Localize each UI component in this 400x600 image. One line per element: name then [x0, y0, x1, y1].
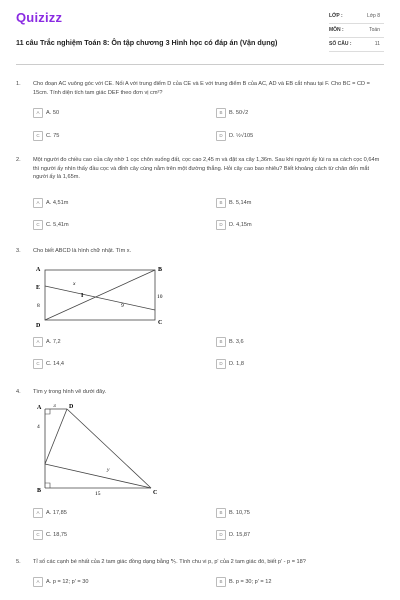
question-number: 3.: [16, 248, 21, 254]
label-a: A: [37, 405, 42, 411]
diagonal-db: [45, 270, 155, 320]
option-letter-box: D: [216, 530, 226, 540]
option-letter-box: A: [33, 198, 43, 208]
option-text: A. p = 12; p' = 30: [46, 579, 89, 585]
label-10: 10: [157, 294, 163, 300]
option-c[interactable]: [33, 131, 193, 141]
label-d: D: [69, 404, 74, 410]
option-text: C. 18,75: [46, 532, 68, 538]
option-letter-box: A: [33, 577, 43, 587]
option-b[interactable]: [216, 508, 376, 518]
quizizz-logo: Quizizz: [16, 10, 63, 25]
segment-y: [45, 464, 151, 488]
meta-row-class: [329, 10, 384, 24]
label-x: x: [73, 281, 76, 287]
option-b[interactable]: [216, 198, 376, 208]
option-letter-box: C: [33, 131, 43, 141]
right-angle-a: [45, 409, 50, 414]
meta-table: [329, 10, 384, 52]
label-8: 8: [37, 303, 40, 309]
meta-key: MÔN :: [329, 27, 344, 33]
option-letter-box: C: [33, 359, 43, 369]
option-a[interactable]: [33, 508, 193, 518]
question-5: [16, 558, 384, 598]
option-text: C. 5,41m: [46, 222, 69, 228]
option-text: D. 4,15m: [229, 222, 252, 228]
option-letter-box: C: [33, 220, 43, 230]
label-b: B: [158, 267, 163, 273]
rectangle-figure: [33, 261, 173, 337]
label-e: E: [36, 285, 41, 291]
option-b[interactable]: [216, 108, 376, 118]
question-text: Tỉ số các cạnh bé nhất của 2 tam giác đồng dạng bằng ⅗. Tính chu vi p, p' của 2 tam giác đó, biết p' - p = 18?: [33, 559, 306, 565]
question-text: Cho biết ABCD là hình chữ nhật. Tìm x.: [33, 248, 132, 254]
question-4: [16, 388, 384, 548]
segment-diagonal: [45, 409, 67, 464]
option-text: A. 4,51m: [46, 200, 69, 206]
question-text: Tìm y trong hình vẽ dưới đây.: [33, 389, 107, 395]
option-a[interactable]: [33, 337, 193, 347]
option-letter-box: C: [33, 530, 43, 540]
option-d[interactable]: [216, 220, 376, 230]
option-letter-box: A: [33, 108, 43, 118]
option-text: B. 50√2: [229, 110, 249, 116]
label-d: D: [36, 323, 41, 329]
option-text: B. p = 30; p' = 12: [229, 579, 272, 585]
right-angle-b: [45, 483, 50, 488]
option-text: C. 14,4: [46, 361, 65, 367]
meta-value: Lớp 8: [366, 13, 380, 19]
label-b: B: [37, 488, 42, 494]
option-a[interactable]: [33, 198, 193, 208]
label-4: 4: [37, 424, 40, 430]
option-b[interactable]: [216, 337, 376, 347]
option-c[interactable]: [33, 220, 193, 230]
option-text: C. 75: [46, 133, 60, 139]
question-number: 1.: [16, 81, 21, 87]
meta-row-count: [329, 38, 384, 52]
option-d[interactable]: [216, 131, 376, 141]
page-title: 11 câu Trắc nghiệm Toán 8: Ôn tập chương 3 Hình học có đáp án (Vận dụng): [16, 38, 278, 47]
question-2: [16, 156, 384, 246]
option-text: A. 50: [46, 110, 60, 116]
option-c[interactable]: [33, 530, 193, 540]
option-letter-box: D: [216, 220, 226, 230]
label-y: y: [107, 467, 110, 473]
meta-key: SỐ CÂU :: [329, 41, 352, 47]
question-number: 2.: [16, 157, 21, 163]
label-c: C: [153, 490, 158, 496]
meta-value: Toán: [369, 27, 380, 33]
label-15: 15: [95, 491, 101, 496]
option-a[interactable]: [33, 577, 193, 587]
question-text: Một người đo chiều cao của cây nhờ 1 cọc chôn xuống đất, cọc cao 2,45 m và đặt xa cây 1,36m. Sau khi người ấy lùi ra xa cách cọc 0,64m thì người ấy nhìn thấy đầu cọc và đỉnh cây cùng nằm trên một đường thẳng. Hỏi cây cao bao nhiêu? Biết khoảng cách từ chân đến mắt người ấy là 1,65m.: [33, 157, 380, 180]
option-b[interactable]: [216, 577, 376, 587]
segment-dc: [67, 409, 151, 488]
label-i: I: [81, 293, 84, 299]
option-letter-box: B: [216, 337, 226, 347]
option-letter-box: B: [216, 577, 226, 587]
option-text: A. 17,85: [46, 510, 67, 516]
label-3: 3: [53, 404, 56, 409]
header-divider: [16, 64, 384, 65]
question-text: Cho đoạn AC vuông góc với CE. Nối A với trung điểm D của CE và E với trung điểm B của AC, AD và EB cắt nhau tại F. Cho BC = CD = 15cm. Tính diện tích tam giác DEF theo đơn vị cm²?: [33, 81, 370, 96]
option-text: B. 3,6: [229, 339, 244, 345]
option-letter-box: A: [33, 508, 43, 518]
option-letter-box: A: [33, 337, 43, 347]
option-c[interactable]: [33, 359, 193, 369]
meta-key: LỚP :: [329, 13, 343, 19]
label-a: A: [36, 267, 41, 273]
triangle-figure: [33, 404, 173, 496]
option-letter-box: B: [216, 508, 226, 518]
option-letter-box: D: [216, 359, 226, 369]
label-c: C: [158, 320, 163, 326]
option-letter-box: B: [216, 198, 226, 208]
option-d[interactable]: [216, 359, 376, 369]
option-text: B. 5,14m: [229, 200, 252, 206]
option-text: D. 15,87: [229, 532, 251, 538]
label-9: 9: [121, 303, 124, 309]
option-letter-box: B: [216, 108, 226, 118]
option-text: D. ½√105: [229, 133, 254, 139]
meta-row-subject: [329, 24, 384, 38]
meta-value: 11: [374, 41, 380, 47]
question-3: [16, 247, 384, 377]
page-header: [16, 10, 384, 60]
option-letter-box: D: [216, 131, 226, 141]
option-a[interactable]: [33, 108, 193, 118]
option-d[interactable]: [216, 530, 376, 540]
option-text: B. 10,75: [229, 510, 250, 516]
question-number: 4.: [16, 389, 21, 395]
question-number: 5.: [16, 559, 21, 565]
segment-ec: [45, 286, 155, 310]
option-text: A. 7,2: [46, 339, 61, 345]
option-text: D. 1,8: [229, 361, 244, 367]
